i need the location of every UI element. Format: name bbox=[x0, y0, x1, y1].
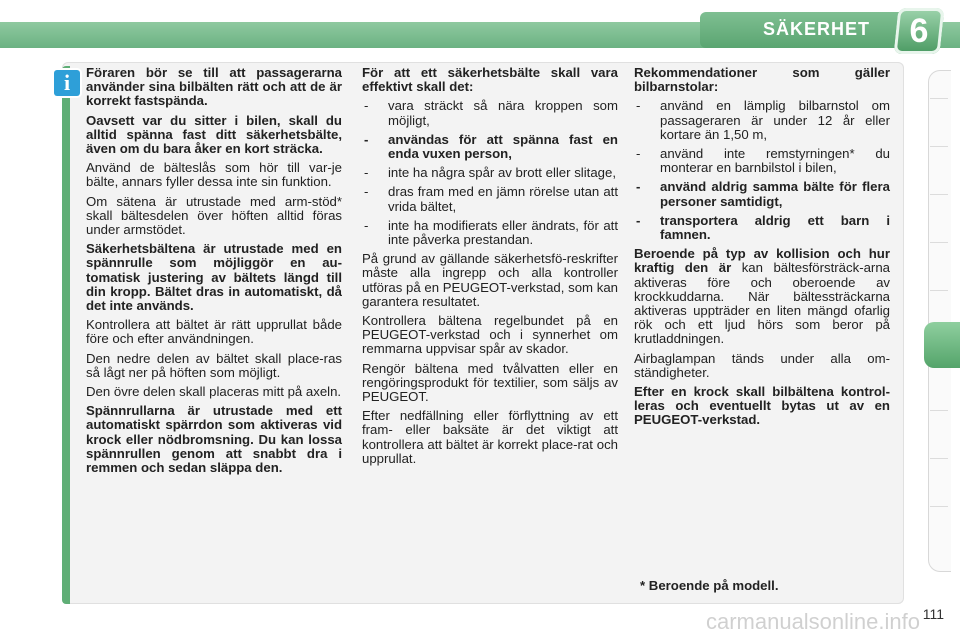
list-item-text: inte ha modifierats eller ändrats, för att inte påverka prestandan. bbox=[388, 217, 618, 248]
paragraph: Den övre delen skall placeras mitt på axeln. bbox=[86, 384, 342, 400]
list-item-text: använd en lämplig bilbarnstol om passageraren är under 12 år eller kortare än 1,50 m, bbox=[660, 98, 890, 142]
side-divider bbox=[930, 290, 948, 291]
list-dash: - bbox=[364, 131, 369, 147]
side-divider bbox=[930, 194, 948, 195]
chapter-side-tab bbox=[924, 322, 960, 368]
panel-accent-strip bbox=[62, 66, 70, 604]
page-number: 111 bbox=[922, 606, 944, 622]
paragraph: Använd de bälteslås som hör till var-je bälte, annars fyller dessa inte sin funktion. bbox=[86, 160, 342, 190]
paragraph: Om sätena är utrustade med arm-stöd* skall bältesdelen över höften alltid föras under armstödet. bbox=[86, 193, 342, 238]
watermark: carmanualsonline.info bbox=[705, 609, 920, 634]
list-dash: - bbox=[636, 179, 641, 195]
column-2 bbox=[362, 66, 618, 471]
paragraph: Säkerhetsbältena är utrustade med en spännrulle som möjliggör en au-tomatisk justering av bältets längd till din kropp. Bältet dras in automatiskt, då det inte används. bbox=[86, 241, 342, 314]
paragraph: Den nedre delen av bältet skall place-ras så lågt ner på höften som möjligt. bbox=[86, 350, 342, 380]
list-item bbox=[362, 185, 618, 213]
footnote: * Beroende på modell. bbox=[640, 578, 779, 593]
side-divider bbox=[930, 146, 948, 147]
column-3 bbox=[634, 66, 890, 433]
list-dash: - bbox=[636, 212, 641, 228]
column-1 bbox=[86, 66, 342, 480]
paragraph: Airbaglampan tänds under alla om-ständigheter. bbox=[634, 350, 890, 380]
list-item-text: använd inte remstyrningen* du monterar en barnbilstol i bilen, bbox=[660, 146, 890, 176]
side-divider bbox=[930, 98, 948, 99]
chapter-number: 6 bbox=[909, 12, 929, 50]
paragraph: Efter nedfällning eller förflyttning av ett fram- eller baksäte är det viktigt att kontrollera att bältet är korrekt place-rat och upprullat. bbox=[362, 408, 618, 466]
side-divider bbox=[930, 506, 948, 507]
info-icon: i bbox=[54, 70, 80, 96]
paragraph: Efter en krock skall bilbältena kontrol-leras och eventuellt bytas ut av en PEUGEOT-verkstad. bbox=[634, 384, 890, 428]
section-heading: Rekommendationer som gäller bilbarnstolar: bbox=[634, 65, 890, 95]
paragraph: Oavsett var du sitter i bilen, skall du alltid spänna fast ditt säkerhetsbälte, även om du bara åker en kort sträcka. bbox=[86, 112, 342, 157]
list-dash: - bbox=[636, 98, 641, 114]
side-divider bbox=[930, 242, 948, 243]
paragraph: Kontrollera bältena regelbundet på en PEUGEOT-verkstad och i synnerhet om remmarna uppvisar spår av skador. bbox=[362, 313, 618, 357]
list-item-text: användas för att spänna fast en enda vuxen person, bbox=[388, 131, 618, 162]
list-item-text: vara sträckt så nära kroppen som möjligt, bbox=[388, 98, 618, 128]
list-dash: - bbox=[364, 98, 369, 114]
list-dash: - bbox=[364, 184, 369, 200]
side-divider bbox=[930, 410, 948, 411]
paragraph: Spännrullarna är utrustade med ett automatiskt spärrdon som aktiveras vid krock eller nödbromsning. Du kan lossa spännrullen genom att snabbt dra i remmen och sedan släppa den. bbox=[86, 403, 342, 476]
chapter-title: SÄKERHET bbox=[762, 19, 870, 39]
paragraph: Kontrollera att bältet är rätt upprullat både före och efter användningen. bbox=[86, 317, 342, 347]
paragraph: På grund av gällande säkerhetsfö-reskrifter måste alla ingrepp och alla kontroller utföras på en PEUGEOT-verkstad, som kan garantera resultatet. bbox=[362, 251, 618, 309]
paragraph-lead: Beroende på typ av kollision och hur kraftig den är bbox=[634, 246, 890, 276]
list-item-text: använd aldrig samma bälte för flera personer samtidigt, bbox=[660, 179, 890, 209]
list-item bbox=[634, 180, 890, 208]
list-dash: - bbox=[636, 146, 641, 162]
list-item bbox=[362, 219, 618, 247]
list-item bbox=[634, 99, 890, 142]
list-dash: - bbox=[364, 165, 369, 181]
paragraph: Rengör bältena med tvålvatten eller en rengöringsprodukt för textilier, som säljs av PEUGEOT. bbox=[362, 360, 618, 405]
list-item bbox=[362, 99, 618, 127]
list-item-text: inte ha några spår av brott eller slitage, bbox=[388, 165, 616, 181]
list-item-text: dras fram med en jämn rörelse utan att vrida bältet, bbox=[388, 184, 618, 214]
list-item bbox=[362, 166, 618, 180]
list-item bbox=[362, 133, 618, 161]
side-divider bbox=[930, 458, 948, 459]
section-heading: För att ett säkerhetsbälte skall vara effektivt skall det: bbox=[362, 65, 618, 95]
paragraph bbox=[634, 247, 890, 346]
paragraph: Föraren bör se till att passagerarna använder sina bilbälten rätt och att de är korrekt fastspända. bbox=[86, 65, 342, 109]
list-item-text: transportera aldrig ett barn i famnen. bbox=[660, 212, 890, 243]
list-item bbox=[634, 214, 890, 242]
paragraph-rest: kan bältesförsträck-arna aktiveras före och oberoende av krockkuddarna. När bältessträckarna aktiveras uppträder en liten mängd ofarlig rök och ett ljud hörs som beror på krutladdningen. bbox=[634, 260, 890, 347]
list-item bbox=[634, 147, 890, 175]
list-dash: - bbox=[364, 217, 369, 233]
